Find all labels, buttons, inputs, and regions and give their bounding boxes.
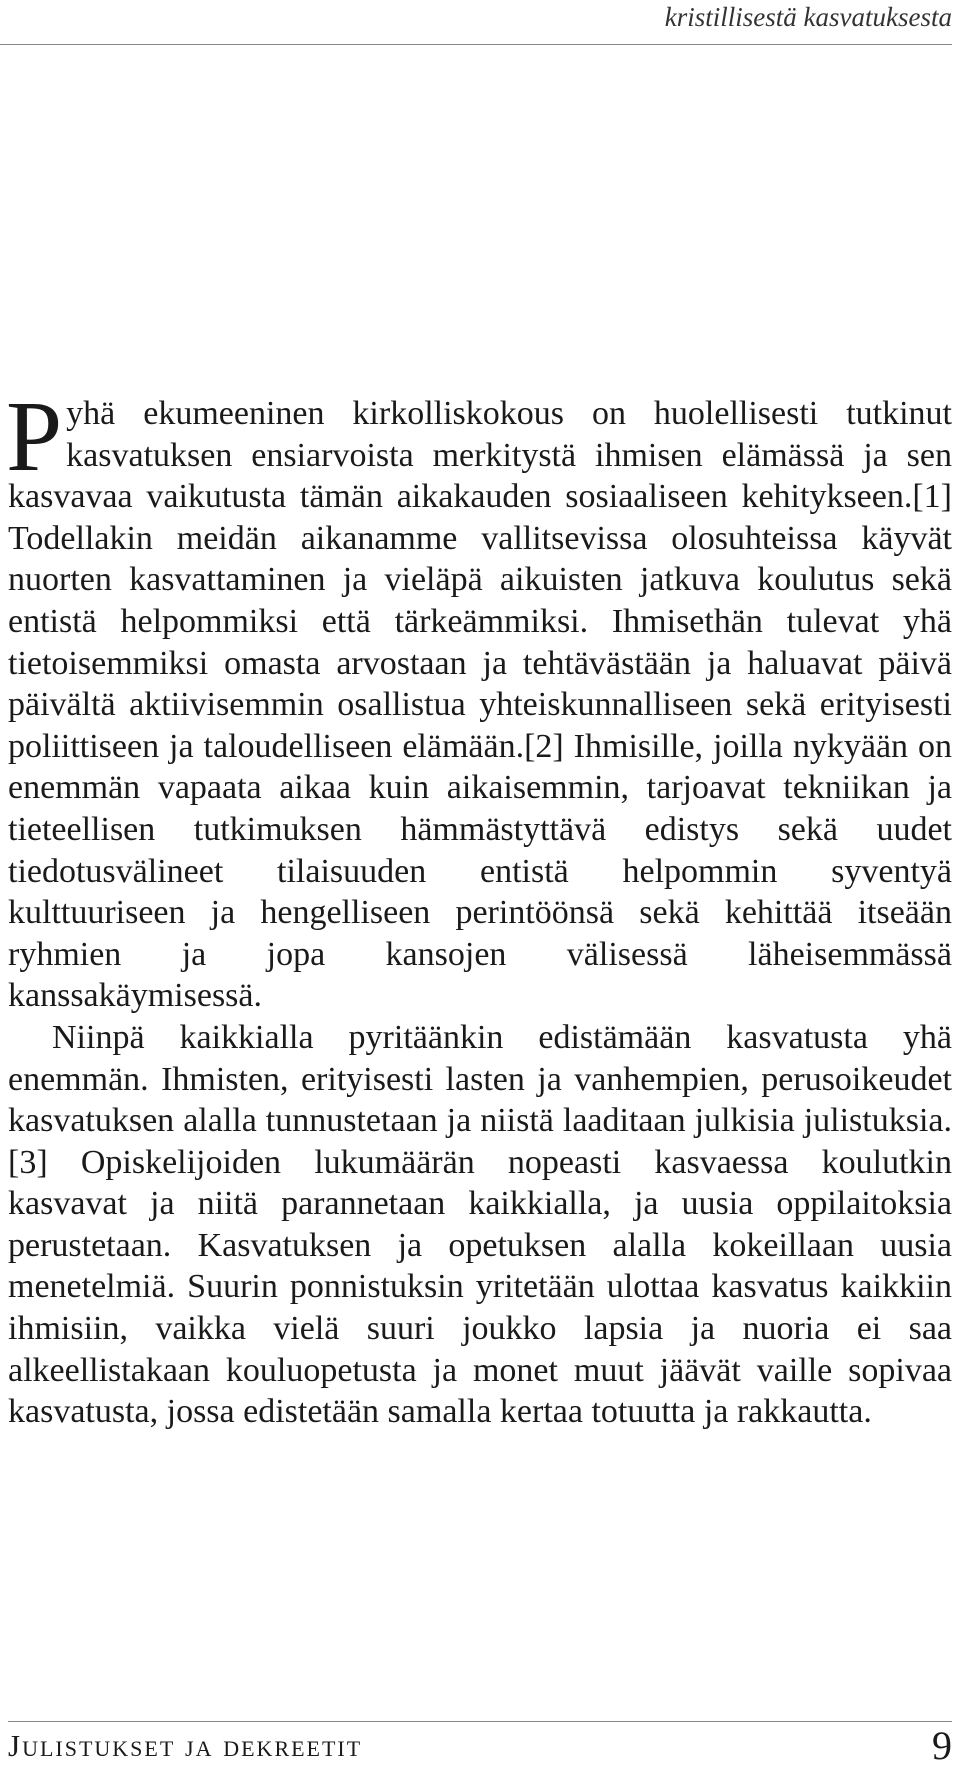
running-header (0, 0, 952, 45)
footer-title: Julistukset ja dekreetit (8, 1728, 363, 1763)
running-header-text: kristillisestä kasvatuksesta (664, 2, 952, 32)
drop-cap: P (6, 380, 63, 492)
paragraph-1 (6, 380, 952, 1017)
paragraph-1-text: yhä ekumeeninen kirkolliskokous on huolellisesti tutkinut kasvatuksen ensiarvoista merkitystä ihmisen elämässä ja sen kasvavaa vaikutusta tämän aikakauden sosiaaliseen kehitykseen.[1] Todellakin meidän aikanamme vallitsevissa olosuhteissa käyvät nuorten kasvattaminen ja vieläpä aikuisten jatkuva koulutus sekä entistä helpommiksi että tärkeämmiksi. Ihmisethän tulevat yhä tietoisemmiksi omasta arvostaan ja tehtävästään ja haluavat päivä päivältä aktiivisemmin osallistua yhteiskunnalliseen sekä erityisesti poliittiseen ja taloudelliseen elämään.[2] Ihmisille, joilla nykyään on enemmän vapaata aikaa kuin aikaisemmin, tarjoavat tekniikan ja tieteellisen tutkimuksen hämmästyttävä edistys sekä uudet tiedotusvälineet tilaisuuden entistä helpommin syventyä kulttuuriseen ja hengelliseen perintöönsä sekä kehittää itseään ryhmien ja jopa kansojen välisessä läheisemmässä kanssakäymisessä. (8, 395, 952, 1015)
footer (8, 1721, 952, 1766)
page-number: 9 (932, 1723, 952, 1768)
body-text (6, 380, 952, 1433)
paragraph-2: Niinpä kaikkialla pyritäänkin edistämään kasvatusta yhä enemmän. Ihmisten, erityisesti lasten ja vanhempien, perusoikeudet kasvatuksen alalla tunnustetaan ja niistä laaditaan julkisia julistuksia.[3] Opiskelijoiden lukumäärän nopeasti kasvaessa koulutkin kasvavat ja niitä parannetaan kaikkialla, ja uusia oppilaitoksia perustetaan. Kasvatuksen ja opetuksen alalla kokeillaan uusia menetelmiä. Suurin ponnistuksin yritetään ulottaa kasvatus kaikkiin ihmisiin, vaikka vielä suuri joukko lapsia ja nuoria ei saa alkeellistakaan kouluopetusta ja monet muut jäävät vaille sopivaa kasvatusta, jossa edistetään samalla kertaa totuutta ja rakkautta. (8, 1018, 952, 1431)
